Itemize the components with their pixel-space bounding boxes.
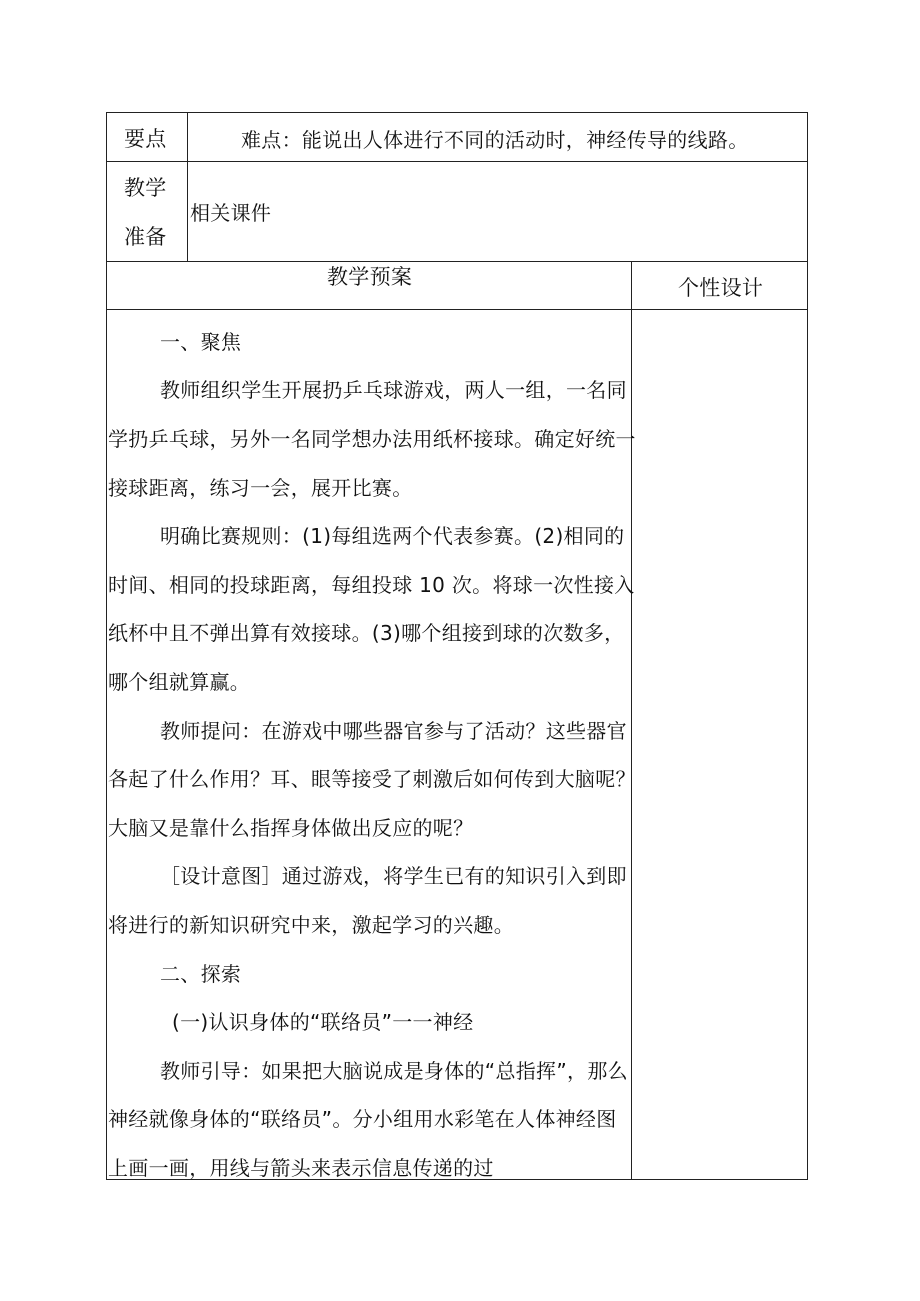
personal-design-header: 个性设计: [678, 276, 764, 300]
body-line: 二、探索: [160, 962, 242, 986]
body-line: 纸杯中且不弹出算有效接球。(3)哪个组接到球的次数多，: [108, 621, 625, 645]
body-line: 接球距离，练习一会，展开比赛。: [108, 476, 413, 500]
row-divider-2: [106, 261, 808, 262]
preparation-content: 相关课件: [190, 201, 272, 225]
table-border-top: [106, 112, 808, 113]
body-line: 教师提问：在游戏中哪些器官参与了活动？这些器官: [160, 719, 627, 743]
body-line: (一)认识身体的“联络员”一一神经: [172, 1010, 474, 1034]
row-label-key-points: 要点: [124, 127, 167, 151]
body-line: 时间、相同的投球距离，每组投球 10 次。将球一次性接入: [108, 573, 635, 597]
body-line: 各起了什么作用？耳、眼等接受了刺激后如何传到大脑呢？: [108, 767, 636, 791]
body-line: ［设计意图］通过游戏，将学生已有的知识引入到即: [160, 864, 627, 888]
table-border-left: [106, 112, 107, 1180]
key-points-content: 难点：能说出人体进行不同的活动时，神经传导的线路。: [241, 128, 749, 152]
body-line: 哪个组就算赢。: [108, 670, 251, 694]
row-divider-3: [106, 309, 808, 310]
body-line: 教师引导：如果把大脑说成是身体的“总指挥”，那么: [160, 1059, 628, 1083]
body-line: 教师组织学生开展扔乒乓球游戏，两人一组，一名同: [160, 378, 627, 402]
row-divider-1: [106, 161, 808, 162]
body-line: 神经就像身体的“联络员”。分小组用水彩笔在人体神经图: [108, 1107, 617, 1131]
table-border-right: [807, 112, 808, 1180]
row-label-preparation-line2: 准备: [124, 225, 167, 249]
body-line: 学扔乒乓球，另外一名同学想办法用纸杯接球。确定好统一: [108, 427, 636, 451]
row-label-preparation-line1: 教学: [124, 176, 167, 200]
notes-column-divider: [631, 261, 632, 1180]
body-line: 明确比赛规则：(1)每组选两个代表参赛。(2)相同的: [160, 524, 625, 548]
body-line: 大脑又是靠什么指挥身体做出反应的呢？: [108, 816, 474, 840]
body-line: 将进行的新知识研究中来，激起学习的兴趣。: [108, 913, 514, 937]
body-line: 上画一画，用线与箭头来表示信息传递的过: [108, 1156, 494, 1180]
body-line: 一、聚焦: [160, 330, 242, 354]
lesson-plan-header: 教学预案: [327, 265, 413, 289]
label-column-divider: [187, 112, 188, 262]
